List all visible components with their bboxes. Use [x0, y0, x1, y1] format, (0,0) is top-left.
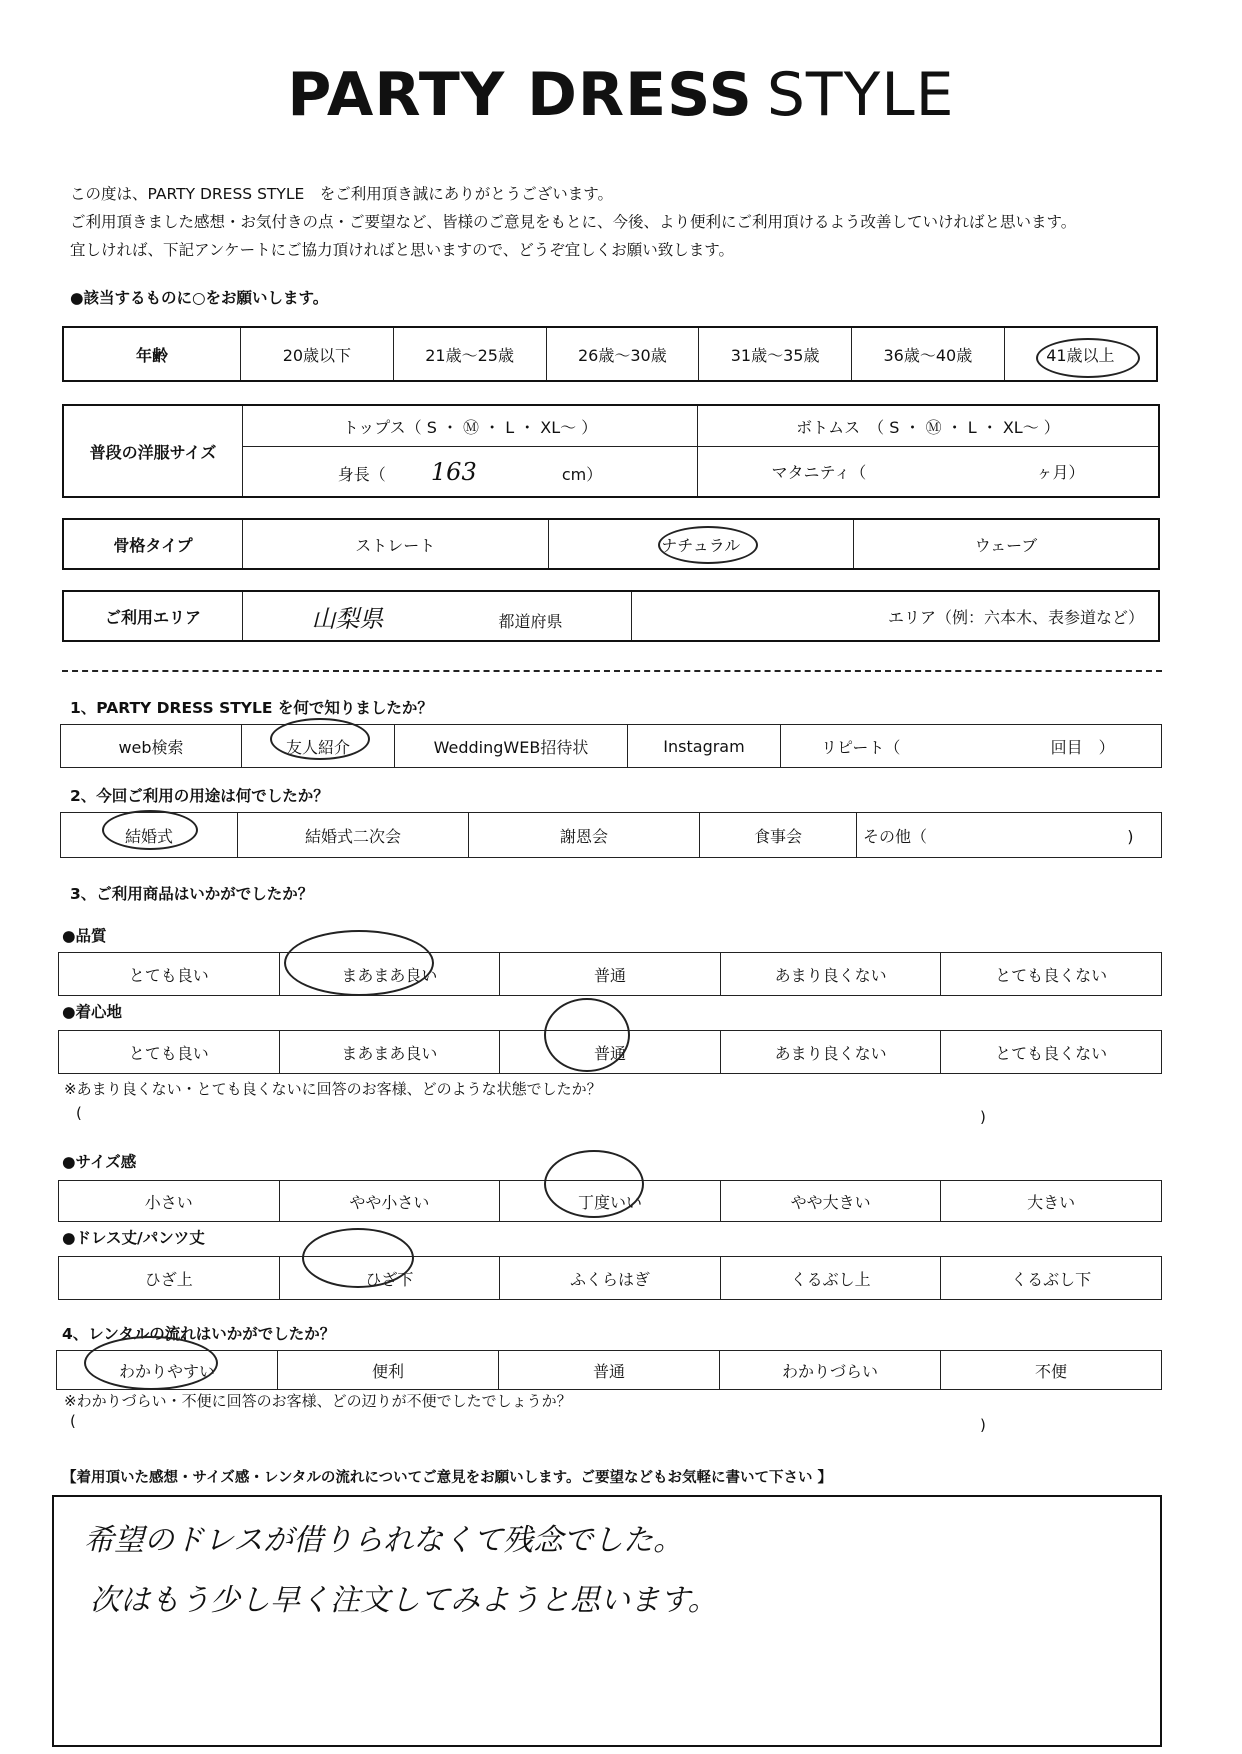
q4-option[interactable]: わかりやすい — [57, 1351, 278, 1390]
age-option[interactable]: 21歳～25歳 — [393, 327, 546, 381]
frame-table — [62, 518, 1160, 570]
comfort-option[interactable]: 普通 — [500, 1031, 721, 1074]
intro-line: 宜しければ、下記アンケートにご協力頂ければと思いますので、どうぞ宜しくお願い致します。 — [70, 241, 735, 259]
fit-option[interactable]: 小さい — [59, 1181, 280, 1222]
intro-line: この度は、PARTY DRESS STYLE をご利用頂き誠にありがとうございます。 — [70, 185, 614, 203]
height-label: 身長（ — [337, 464, 386, 484]
pref-suffix: 都道府県 — [498, 611, 563, 631]
q1-option[interactable]: 友人紹介 — [242, 725, 395, 768]
q4-note: ※わかりづらい・不便に回答のお客様、どの辺りが不便でしたでしょうか？ — [64, 1392, 572, 1410]
quality-option[interactable]: とても良くない — [941, 953, 1162, 996]
quality-option[interactable]: 普通 — [500, 953, 721, 996]
length-option[interactable]: ひざ下 — [279, 1257, 500, 1300]
fit-option[interactable]: やや小さい — [279, 1181, 500, 1222]
quality-label: ●品質 — [62, 927, 107, 945]
page-title — [0, 60, 1242, 130]
comfort-option[interactable]: あまり良くない — [720, 1031, 941, 1074]
maternity-label: マタニティ（ — [771, 463, 867, 483]
q1-repeat-field[interactable] — [781, 725, 1162, 768]
q2-other-field[interactable] — [857, 813, 1162, 858]
q2-option[interactable]: 結婚式二次会 — [238, 813, 469, 858]
q3-title: 3、ご利用商品はいかがでしたか？ — [70, 885, 314, 903]
intro-text — [70, 180, 1076, 264]
q4-option[interactable]: わかりづらい — [720, 1351, 941, 1390]
area-detail-field[interactable]: エリア（例：六本木、表参道など） — [632, 591, 1160, 641]
q4-table — [56, 1350, 1162, 1390]
age-option[interactable]: 31歳～35歳 — [699, 327, 852, 381]
comment-title: 【着用頂いた感想・サイズ感・レンタルの流れについてご意見をお願いします。ご要望などもお気軽に書いて下さい 】 — [62, 1470, 832, 1486]
q4-option[interactable]: 便利 — [278, 1351, 499, 1390]
comfort-option[interactable]: とても良くない — [941, 1031, 1162, 1074]
size-table — [62, 404, 1160, 498]
age-option[interactable]: 36歳～40歳 — [852, 327, 1005, 381]
q2-other-label: その他（ — [863, 826, 928, 846]
comfort-note: ※あまり良くない・とても良くないに回答のお客様、どのような状態でしたか？ — [64, 1080, 602, 1098]
frame-selected-circle — [658, 526, 758, 564]
height-field[interactable] — [243, 447, 698, 497]
q1-repeat-label: リピート（ — [821, 737, 901, 757]
maternity-unit: ヶ月） — [1036, 463, 1085, 483]
length-option[interactable]: ふくらはぎ — [500, 1257, 721, 1300]
q4-paren-close: ) — [980, 1416, 986, 1434]
length-selected-circle — [302, 1228, 414, 1288]
q1-option[interactable]: WeddingWEB招待状 — [395, 725, 628, 768]
q4-paren-open: ( — [70, 1412, 76, 1430]
comment-line: 次はもう少し早く注文してみようと思います。 — [90, 1583, 718, 1618]
frame-option[interactable]: ウェーブ — [854, 519, 1160, 569]
length-table — [58, 1256, 1162, 1300]
area-prefecture-field[interactable] — [243, 591, 632, 641]
q1-option[interactable]: web検索 — [61, 725, 242, 768]
comfort-option[interactable]: とても良い — [59, 1031, 280, 1074]
q4-option[interactable]: 普通 — [499, 1351, 720, 1390]
q2-other-close: ) — [1127, 826, 1134, 846]
comment-box[interactable] — [52, 1495, 1162, 1747]
fit-selected-circle — [544, 1150, 644, 1218]
quality-option[interactable]: あまり良くない — [720, 953, 941, 996]
comfort-label: ●着心地 — [62, 1003, 123, 1021]
comfort-paren-open: ( — [76, 1104, 82, 1122]
maternity-field[interactable] — [698, 447, 1160, 497]
length-option[interactable]: ひざ上 — [59, 1257, 280, 1300]
frame-option[interactable]: ストレート — [243, 519, 549, 569]
quality-selected-circle — [284, 930, 434, 996]
q4-selected-circle — [84, 1336, 218, 1390]
length-option[interactable]: くるぶし下 — [941, 1257, 1162, 1300]
quality-table — [58, 952, 1162, 996]
q2-option[interactable]: 食事会 — [700, 813, 857, 858]
length-label: ●ドレス丈/パンツ丈 — [62, 1229, 205, 1247]
q1-table — [60, 724, 1162, 768]
section-instruction: ●該当するものに○をお願いします。 — [70, 289, 329, 307]
intro-line: ご利用頂きました感想・お気付きの点・ご要望など、皆様のご意見をもとに、今後、より便利にご利用頂けるよう改善していければと思います。 — [70, 213, 1077, 231]
comfort-option[interactable]: まあまあ良い — [279, 1031, 500, 1074]
size-label: 普段の洋服サイズ — [63, 405, 243, 497]
fit-option[interactable]: 丁度いい — [500, 1181, 721, 1222]
bottoms-size[interactable]: ボトムス （ S ・ Ⓜ ・ L ・ XL～ ） — [698, 405, 1160, 447]
height-unit: cm） — [561, 464, 603, 484]
comfort-selected-circle — [544, 998, 630, 1072]
fit-label: ●サイズ感 — [62, 1153, 137, 1171]
age-option[interactable]: 20歳以下 — [241, 327, 394, 381]
frame-option[interactable]: ナチュラル — [548, 519, 854, 569]
q2-option[interactable]: 謝恩会 — [469, 813, 700, 858]
q4-title: 4、レンタルの流れはいかがでしたか？ — [62, 1325, 336, 1343]
area-table — [62, 590, 1160, 642]
comfort-paren-close: ) — [980, 1108, 986, 1126]
q1-option[interactable]: Instagram — [628, 725, 781, 768]
frame-label: 骨格タイプ — [63, 519, 243, 569]
quality-option[interactable]: とても良い — [59, 953, 280, 996]
quality-option[interactable]: まあまあ良い — [279, 953, 500, 996]
q4-option[interactable]: 不便 — [941, 1351, 1162, 1390]
q1-title: 1、PARTY DRESS STYLE を何で知りましたか？ — [70, 699, 433, 717]
age-table — [62, 326, 1158, 382]
tops-size[interactable]: トップス（ S ・ Ⓜ ・ L ・ XL～ ） — [243, 405, 698, 447]
comment-line: 希望のドレスが借りられなくて残念でした。 — [84, 1523, 684, 1558]
age-option[interactable]: 41歳以上 — [1004, 327, 1157, 381]
q2-option[interactable]: 結婚式 — [61, 813, 238, 858]
divider — [62, 670, 1162, 672]
height-value: 163 — [430, 457, 477, 486]
q2-title: 2、今回ご利用の用途は何でしたか？ — [70, 787, 329, 805]
fit-option[interactable]: やや大きい — [720, 1181, 941, 1222]
q2-table — [60, 812, 1162, 858]
length-option[interactable]: くるぶし上 — [720, 1257, 941, 1300]
q1-selected-circle — [270, 718, 370, 760]
age-selected-circle — [1036, 338, 1140, 378]
title-bold: PARTY DRESS — [287, 60, 753, 130]
age-label: 年齢 — [63, 327, 241, 381]
title-light: STYLE — [766, 60, 955, 130]
fit-option[interactable]: 大きい — [941, 1181, 1162, 1222]
q1-repeat-unit: 回目 ） — [1050, 737, 1115, 757]
age-option[interactable]: 26歳～30歳 — [546, 327, 699, 381]
area-value: 山梨県 — [311, 604, 384, 633]
area-label: ご利用エリア — [63, 591, 243, 641]
q2-selected-circle — [102, 810, 198, 850]
